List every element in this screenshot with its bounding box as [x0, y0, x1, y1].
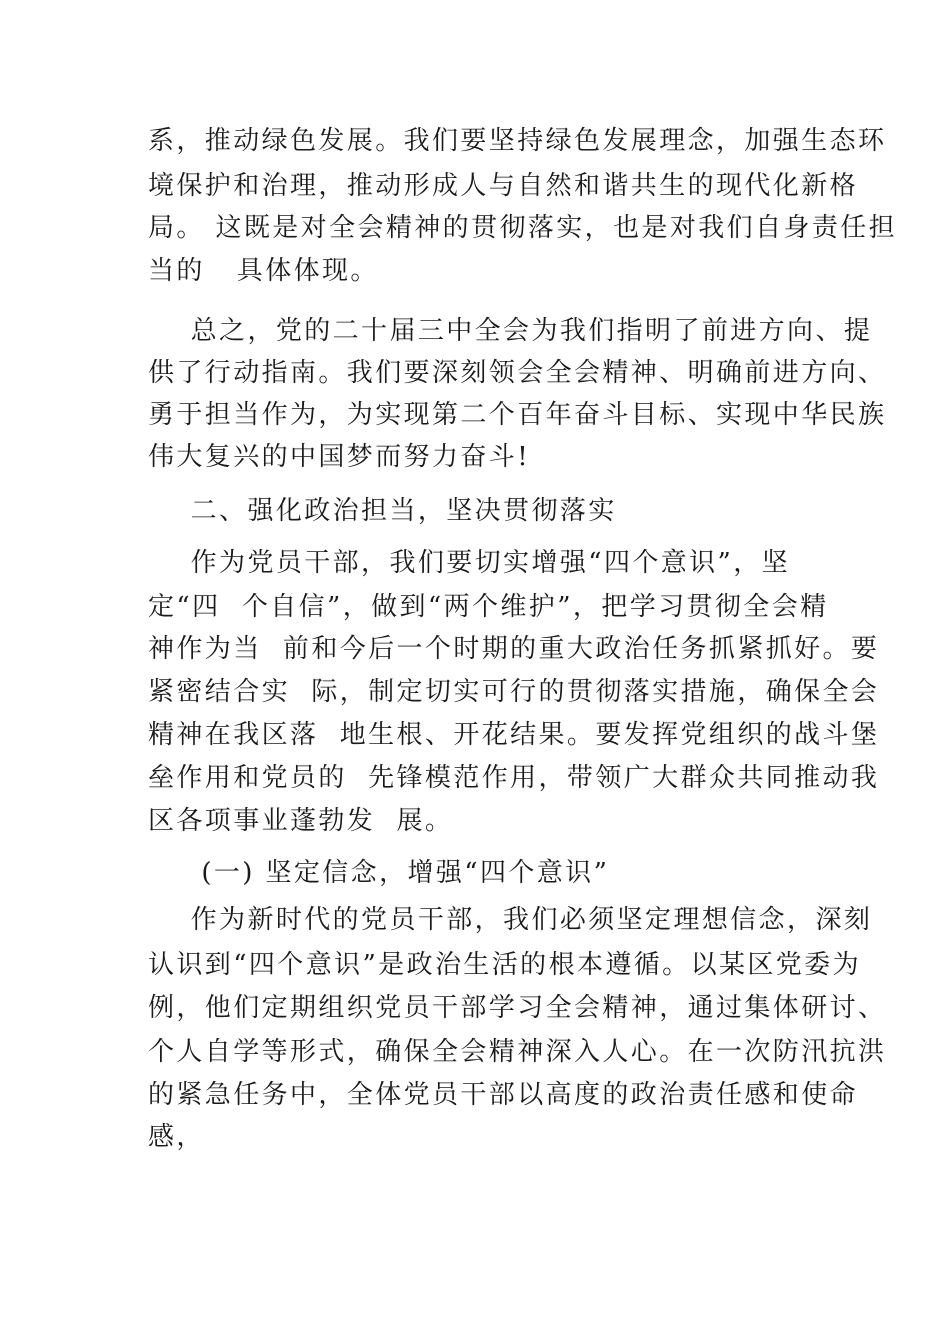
paragraph-2-line-1: 总之，党的二十届三中全会为我们指明了前进方向、提: [148, 316, 873, 346]
paragraph-3-line-3: 神作为当 前和今后一个时期的重大政治任务抓紧抓好。要: [148, 634, 880, 664]
paragraph-4-line-5: 的紧急任务中，全体党员干部以高度的政治责任感和使命: [148, 1080, 859, 1110]
paragraph-3-line-6: 垒作用和党员的 先锋模范作用，带领广大群众共同推动我: [148, 763, 880, 793]
paragraph-3-line-4: 紧密结合实 际，制定切实可行的贯彻落实措施，确保全会: [148, 677, 880, 707]
subsection-heading: (一) 坚定信念，增强“四个意识”: [148, 858, 610, 888]
paragraph-3-line-2: 定“四 个自信”，做到“两个维护”，把学习贯彻全会精: [148, 592, 829, 622]
paragraph-4-line-2: 认识到“四个意识”是政治生活的根本遵循。以某区党委为: [148, 950, 861, 980]
paragraph-1-line-1: 系，推动绿色发展。我们要坚持绿色发展理念，加强生态环: [148, 126, 887, 156]
paragraph-2-line-4: 伟大复兴的中国梦而努力奋斗!: [148, 442, 531, 472]
paragraph-2-line-2: 供了行动指南。我们要深刻领会全会精神、明确前进方向、: [148, 358, 887, 388]
paragraph-3-line-1: 作为党员干部，我们要切实增强“四个意识”，坚: [148, 548, 791, 578]
paragraph-4-line-6: 感，: [148, 1122, 205, 1152]
paragraph-1-line-3: 局。 这既是对全会精神的贯彻落实，也是对我们自身责任担: [148, 213, 898, 243]
paragraph-1-line-4: 当的 具体体现。: [148, 256, 379, 286]
paragraph-3-line-5: 精神在我区落 地生根、开花结果。要发挥党组织的战斗堡: [148, 720, 880, 750]
paragraph-4-line-4: 个人自学等形式，确保全会精神深入人心。在一次防汛抗洪: [148, 1037, 887, 1067]
paragraph-4-line-3: 例，他们定期组织党员干部学习全会精神，通过集体研讨、: [148, 993, 887, 1023]
paragraph-3-line-7: 区各项事业蓬勃发 展。: [148, 806, 454, 836]
paragraph-1-line-2: 境保护和治理，推动形成人与自然和谐共生的现代化新格: [148, 171, 859, 201]
section-heading: 二、强化政治担当，坚决贯彻落实: [148, 496, 617, 526]
paragraph-4-line-1: 作为新时代的党员干部，我们必须坚定理想信念，深刻: [148, 905, 873, 935]
paragraph-2-line-3: 勇于担当作为，为实现第二个百年奋斗目标、实现中华民族: [148, 400, 887, 430]
